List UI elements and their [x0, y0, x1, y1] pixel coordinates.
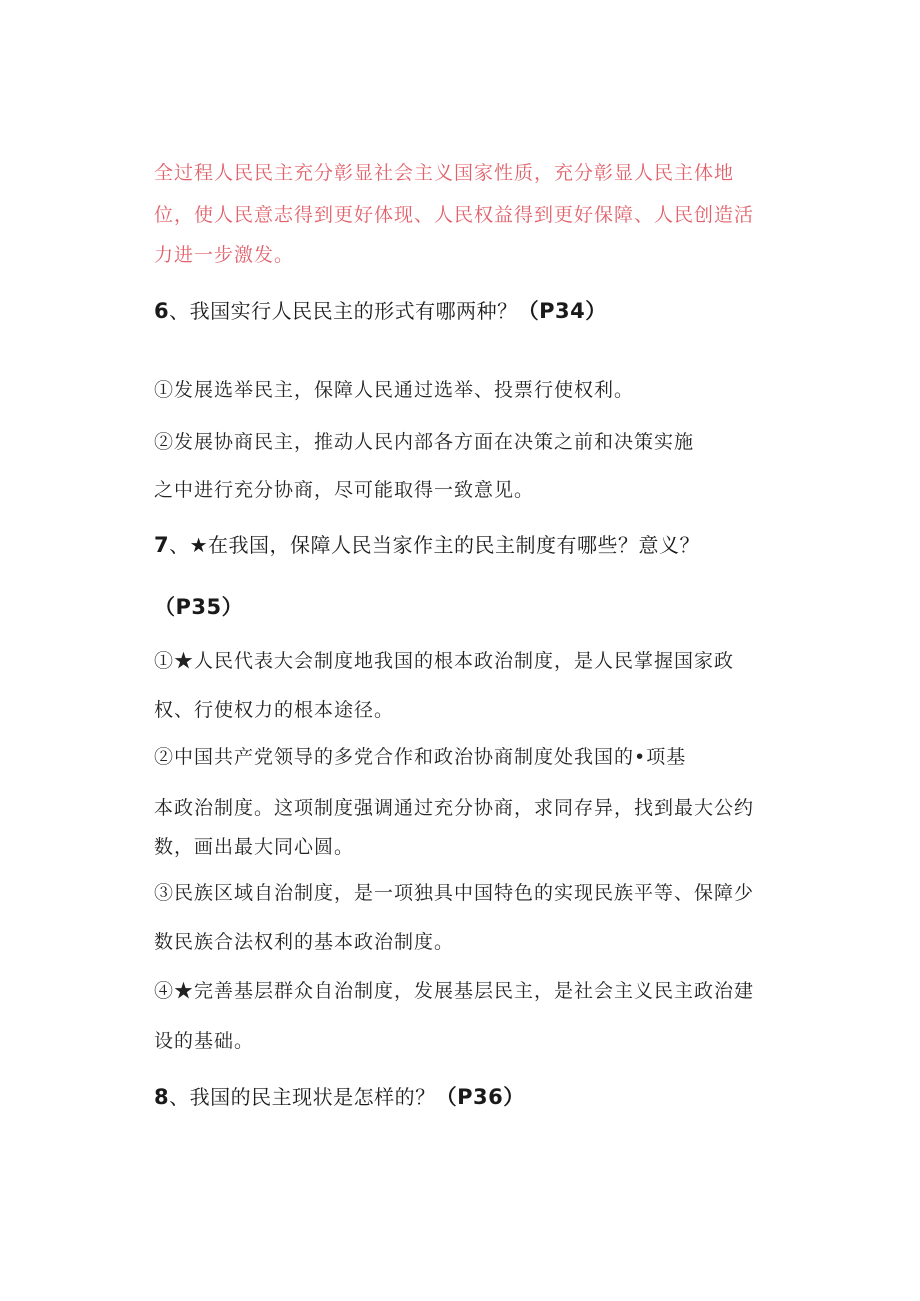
q7-answer-3-cont: 数民族合法权利的基本政治制度。	[154, 931, 455, 953]
q7-answer-1: ①★人民代表大会制度地我国的根本政治制度，是人民掌握国家政	[154, 650, 735, 672]
question-8-number: 8	[154, 1085, 170, 1109]
q6-answer-1: ①发展选举民主，保障人民通过选举、投票行使权利。	[154, 379, 635, 401]
question-6-text: 、我国实行人民民主的形式有哪两种？	[169, 299, 518, 323]
q7-answer-4-cont: 设的基础。	[154, 1030, 255, 1052]
question-6-number: 6	[154, 299, 170, 323]
question-7-text: 、★在我国，保障人民当家作主的民主制度有哪些？意义？	[169, 533, 701, 557]
q7-answer-2-cont: 本政治制度。这项制度强调通过充分协商，求同存异，找到最大公约	[154, 797, 755, 819]
question-7-number: 7	[154, 533, 170, 557]
question-8-heading	[154, 1084, 525, 1110]
question-6-heading	[154, 298, 607, 324]
intro-line-1: 全过程人民民主充分彰显社会主义国家性质，充分彰显人民主体地	[154, 162, 735, 184]
q6-answer-2-cont: 之中进行充分协商，尽可能取得一致意见。	[154, 479, 535, 501]
question-7-page-ref-line	[154, 594, 243, 620]
q6-answer-2: ②发展协商民主，推动人民内部各方面在决策之前和决策实施	[154, 431, 695, 453]
intro-line-3: 力进一步激发。	[154, 244, 295, 266]
q7-answer-1-cont: 权、行使权力的根本途径。	[154, 699, 395, 721]
question-7-page-ref: （P35）	[154, 595, 244, 619]
question-8-text: 、我国的民主现状是怎样的？	[169, 1085, 436, 1109]
q7-answer-4: ④★完善基层群众自治制度，发展基层民主，是社会主义民主政治建	[154, 980, 755, 1002]
q7-answer-3: ③民族区域自治制度，是一项独具中国特色的实现民族平等、保障少	[154, 882, 755, 904]
intro-line-2: 位，使人民意志得到更好体现、人民权益得到更好保障、人民创造活	[154, 204, 755, 226]
question-7-heading	[154, 532, 700, 558]
q7-answer-2: ②中国共产党领导的多党合作和政治协商制度处我国的•项基	[154, 746, 687, 768]
q7-answer-2-cont-2: 数，画出最大同心圆。	[154, 836, 355, 858]
question-8-page-ref: （P36）	[435, 1085, 525, 1109]
question-6-page-ref: （P34）	[517, 299, 607, 323]
